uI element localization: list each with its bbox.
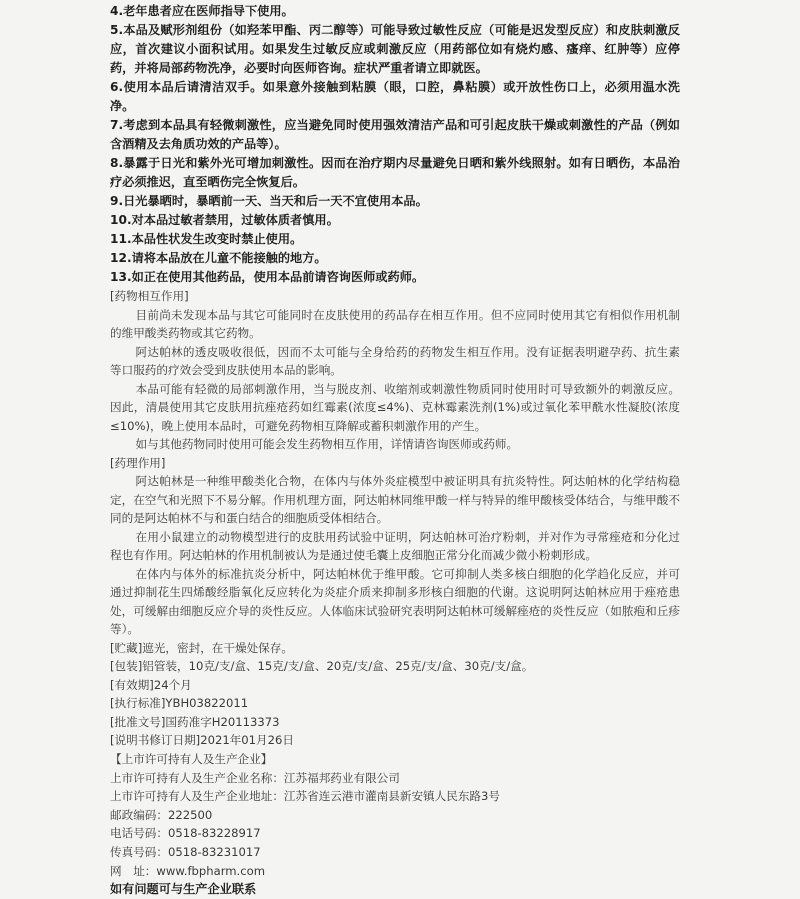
warning-item: 4.老年患者应在医师指导下使用。 xyxy=(110,4,294,18)
section-header-pharmacology: [药理作用] xyxy=(110,455,166,470)
warning-item: 10.对本品过敏者禁用，过敏体质者慎用。 xyxy=(110,213,339,227)
interactions-section xyxy=(110,287,680,454)
approval-line: [批准文号]国药准字H20113373 xyxy=(110,714,280,729)
pharmacology-paragraph: 阿达帕林是一种维甲酸类化合物，在体内与体外炎症模型中被证明具有抗炎特性。阿达帕林的化学结构稳定，在空气和光照下不易分解。作用机理方面，阿达帕林同维甲酸一样与特异的维甲酸核受体结合，与维甲酸不同的是阿达帕林不与和蛋白结合的细胞质受体相结合。 xyxy=(110,474,680,525)
warning-item: 8.暴露于日光和紫外光可增加刺激性。因而在治疗期内尽量避免日晒和紫外线照射。如有日晒伤，本品治疗必须推迟，直至晒伤完全恢复后。 xyxy=(110,156,680,189)
warnings-list xyxy=(110,2,680,287)
interactions-paragraph: 如与其他药物同时使用可能会发生药物相互作用，详情请咨询医师或药师。 xyxy=(135,437,519,451)
warning-item: 12.请将本品放在儿童不能接触的地方。 xyxy=(110,251,327,265)
phone-line: 电话号码：0518-83228917 xyxy=(110,826,261,841)
standard-line: [执行标准]YBH03822011 xyxy=(110,696,249,711)
package-line: [包装]铝管装，10克/支/盒、15克/支/盒、20克/支/盒、25克/支/盒、30克/支/盒。 xyxy=(110,659,534,674)
leaflet-document xyxy=(110,2,680,899)
manufacturer-section xyxy=(110,750,680,899)
warning-item: 9.日光暴晒时，暴晒前一天、当天和后一天不宜使用本品。 xyxy=(110,194,428,208)
product-info xyxy=(110,639,680,751)
interactions-paragraph: 目前尚未发现本品与其它可能同时在皮肤使用的药品存在相互作用。但不应同时使用其它有相似作用机制的维甲酸类药物或其它药物。 xyxy=(110,307,680,340)
interactions-paragraph: 阿达帕林的透皮吸收很低，因而不太可能与全身给药的药物发生相互作用。没有证据表明避孕药、抗生素等口服药的疗效会受到皮肤使用本品的影响。 xyxy=(110,344,680,377)
pharmacology-section xyxy=(110,454,680,639)
interactions-paragraph: 本品可能有轻微的局部刺激作用，当与脱皮剂、收缩剂或刺激性物质同时使用时可导致额外的刺激反应。因此，清晨使用其它皮肤用抗痤疮药如红霉素(浓度≤4%)、克林霉素洗剂(1%)或过氧化苯甲酰水性凝胶(浓度≤10%)，晚上使用本品时，可避免药物相互降解或蓄积刺激作用的产生。 xyxy=(110,381,680,433)
warning-item: 7.考虑到本品具有轻微刺激性，应当避免同时使用强效清洁产品和可引起皮肤干燥或刺激性的产品（例如含酒精及去角质功效的产品等）。 xyxy=(110,118,680,151)
manufacturer-header: 【上市许可持有人及生产企业】 xyxy=(110,752,273,767)
revision-date-line: [说明书修订日期]2021年01月26日 xyxy=(110,733,294,748)
contact-note: 如有问题可与生产企业联系 xyxy=(110,882,257,897)
postcode-line: 邮政编码：222500 xyxy=(110,807,213,822)
website-line: 网 址：www.fbpharm.com xyxy=(110,863,265,878)
pharmacology-paragraph: 在用小鼠建立的动物模型进行的皮肤用药试验中证明，阿达帕林可治疗粉刺，并对作为寻常痤疮和分化过程也有作用。阿达帕林的作用机制被认为是通过使毛囊上皮细胞正常分化而减少微小粉刺形成。 xyxy=(110,529,680,562)
fax-line: 传真号码：0518-83231017 xyxy=(110,845,261,860)
warning-item: 13.如正在使用其他药品，使用本品前请咨询医师或药师。 xyxy=(110,270,425,284)
section-header-interactions: [药物相互作用] xyxy=(110,289,189,303)
validity-line: [有效期]24个月 xyxy=(110,677,192,692)
manufacturer-address: 上市许可持有人及生产企业地址：江苏省连云港市灌南县新安镇人民东路3号 xyxy=(110,789,500,804)
warning-item: 6.使用本品后请清洁双手。如果意外接触到粘膜（眼，口腔，鼻粘膜）或开放性伤口上，必须用温水洗净。 xyxy=(110,80,680,113)
manufacturer-name: 上市许可持有人及生产企业名称：江苏福邦药业有限公司 xyxy=(110,770,400,785)
warning-item: 11.本品性状发生改变时禁止使用。 xyxy=(110,232,303,246)
pharmacology-paragraph: 在体内与体外的标准抗炎分析中，阿达帕林优于维甲酸。它可抑制人类多核白细胞的化学趋化反应，并可通过抑制花生四烯酸经脂氧化反应转化为炎症介质来抑制多形核白细胞的代谢。这说明阿达帕林应用于痤疮患处，可缓解由细胞反应介导的炎性反应。人体临床试验研究表明阿达帕林可缓解痤疮的炎性反应（如脓疱和丘疹等）。 xyxy=(110,566,680,636)
storage-line: [贮藏]遮光，密封，在干燥处保存。 xyxy=(110,640,293,655)
warning-item: 5.本品及赋形剂组份（如羟苯甲酯、丙二醇等）可能导致过敏性反应（可能是迟发型反应）和皮肤刺激反应，首次建议小面积试用。如果发生过敏反应或刺激反应（用药部位如有烧灼感、瘙痒、红肿等）应停药，并将局部药物洗净，必要时向医师咨询。症状严重者请立即就医。 xyxy=(110,23,680,75)
